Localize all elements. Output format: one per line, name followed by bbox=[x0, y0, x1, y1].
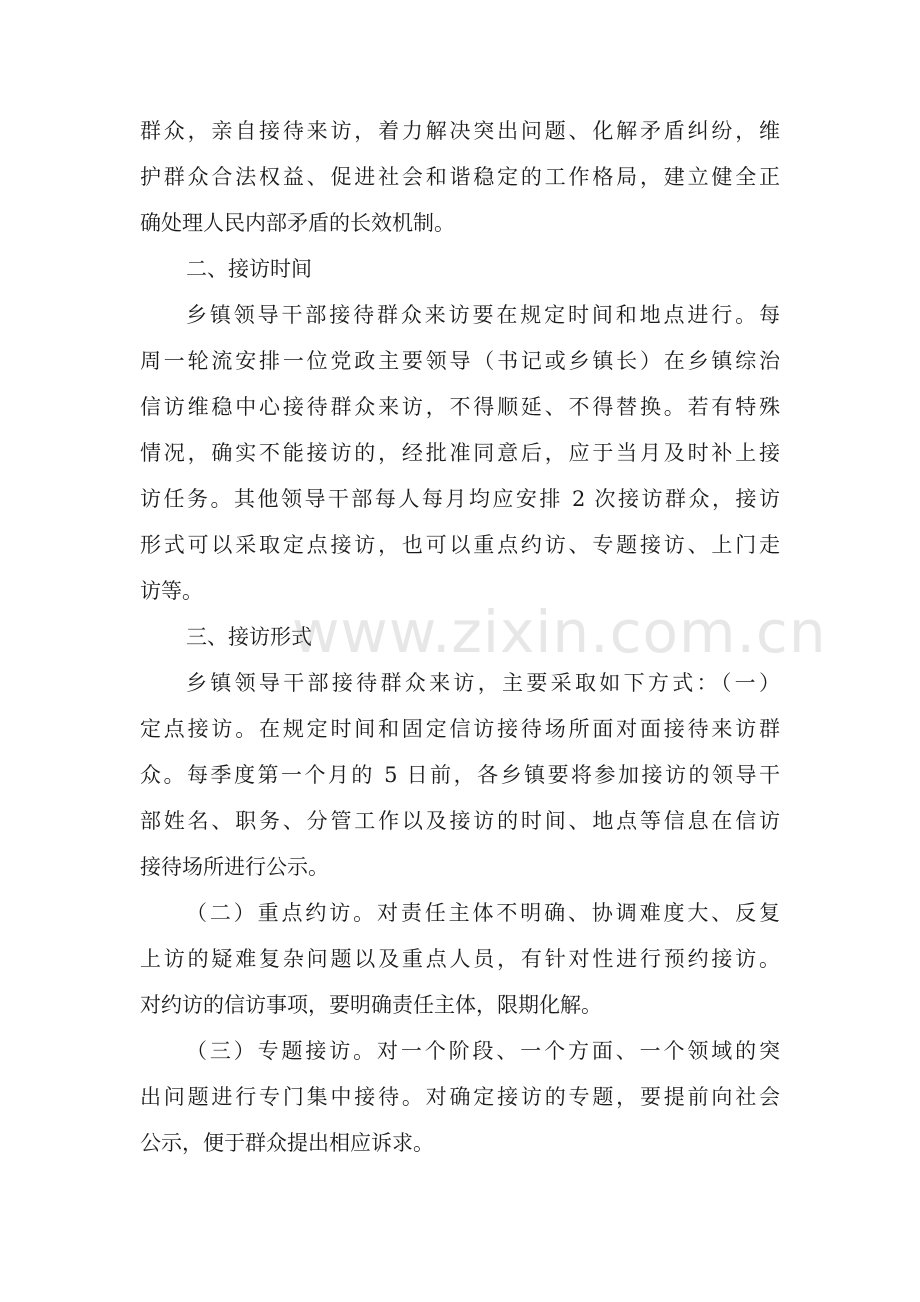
paragraph-line: 出问题进行专门集中接待。对确定接访的专题，要提前向社会 bbox=[140, 1085, 780, 1109]
paragraph-line: 访等。 bbox=[140, 579, 203, 603]
paragraph-line: 信访维稳中心接待群众来访，不得顺延、不得替换。若有特殊 bbox=[140, 395, 780, 419]
paragraph-line: 乡镇领导干部接待群众来访，主要采取如下方式：（一） bbox=[186, 671, 780, 695]
watermark: www.zixin.com.cn bbox=[292, 598, 827, 666]
paragraph-line: （二）重点约访。对责任主体不明确、协调难度大、反复 bbox=[186, 901, 780, 925]
paragraph-5 bbox=[140, 1028, 780, 1166]
paragraph-1 bbox=[140, 108, 780, 246]
paragraph-line: 群众，亲自接待来访，着力解决突出问题、化解矛盾纠纷，维 bbox=[140, 119, 780, 143]
paragraph-line: 众。每季度第一个月的 5 日前，各乡镇要将参加接访的领导干 bbox=[140, 763, 780, 787]
paragraph-line: 对约访的信访事项，要明确责任主体，限期化解。 bbox=[140, 993, 602, 1017]
paragraph-line: 确处理人民内部矛盾的长效机制。 bbox=[140, 211, 455, 235]
paragraph-2 bbox=[140, 292, 780, 614]
paragraph-line: 部姓名、职务、分管工作以及接访的时间、地点等信息在信访 bbox=[140, 809, 780, 833]
paragraph-line: 上访的疑难复杂问题以及重点人员，有针对性进行预约接访。 bbox=[140, 947, 780, 971]
paragraph-line: 公示，便于群众提出相应诉求。 bbox=[140, 1131, 434, 1155]
section-heading-3: 三、接访形式 bbox=[186, 625, 312, 649]
document-page bbox=[140, 108, 780, 1166]
paragraph-line: 乡镇领导干部接待群众来访要在规定时间和地点进行。每 bbox=[186, 303, 780, 327]
paragraph-line: 定点接访。在规定时间和固定信访接待场所面对面接待来访群 bbox=[140, 717, 780, 741]
paragraph-3 bbox=[140, 660, 780, 890]
paragraph-line: 形式可以采取定点接访，也可以重点约访、专题接访、上门走 bbox=[140, 533, 780, 557]
paragraph-line: （三）专题接访。对一个阶段、一个方面、一个领域的突 bbox=[186, 1039, 780, 1063]
paragraph-line: 周一轮流安排一位党政主要领导（书记或乡镇长）在乡镇综治 bbox=[140, 349, 780, 373]
paragraph-line: 情况，确实不能接访的，经批准同意后，应于当月及时补上接 bbox=[140, 441, 780, 465]
paragraph-line: 访任务。其他领导干部每人每月均应安排 2 次接访群众，接访 bbox=[140, 487, 780, 511]
paragraph-4 bbox=[140, 890, 780, 1028]
section-heading-2: 二、接访时间 bbox=[186, 257, 312, 281]
paragraph-line: 接待场所进行公示。 bbox=[140, 855, 329, 879]
paragraph-line: 护群众合法权益、促进社会和谐稳定的工作格局，建立健全正 bbox=[140, 165, 780, 189]
